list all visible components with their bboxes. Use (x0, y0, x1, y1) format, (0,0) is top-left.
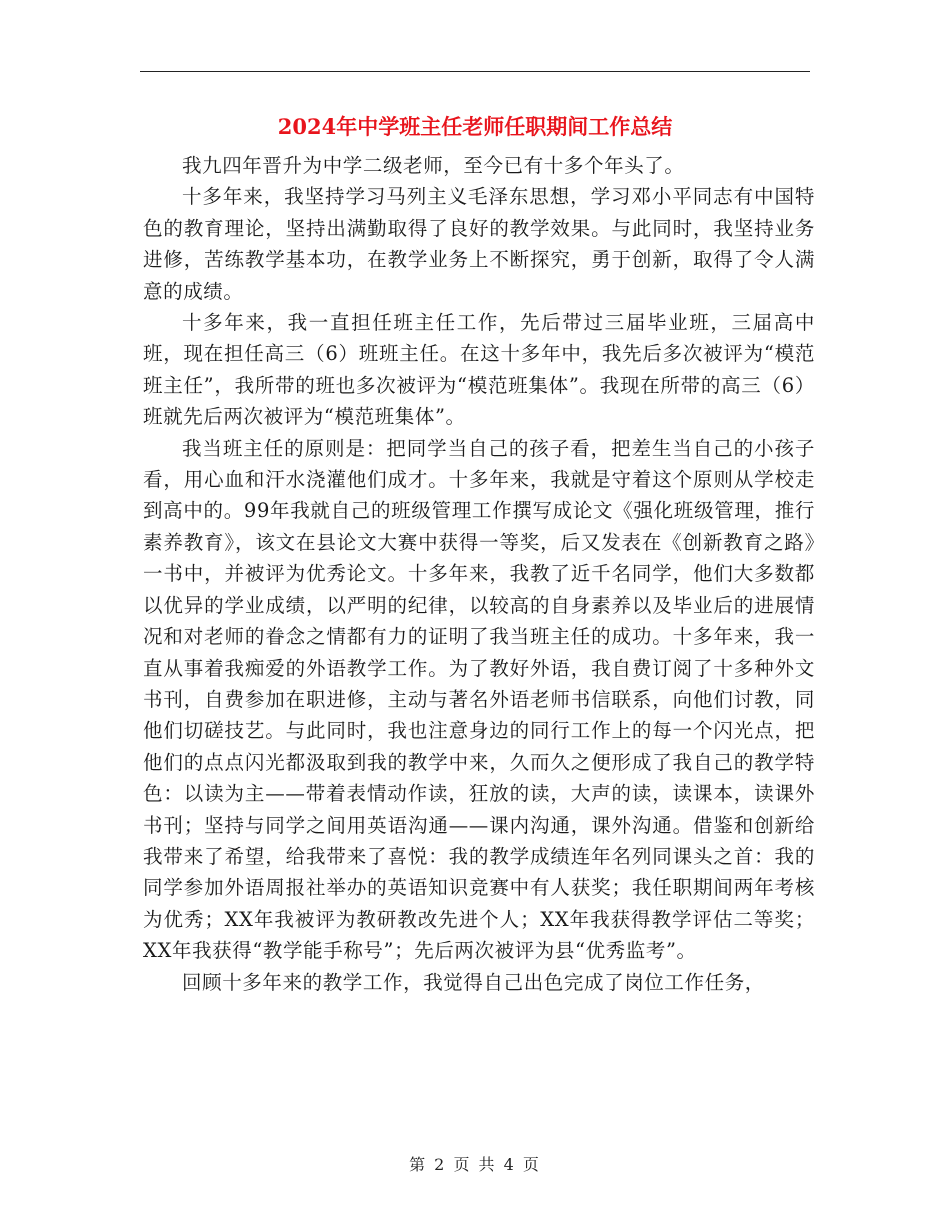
paragraph-2: 十多年来，我坚持学习马列主义毛泽东思想，学习邓小平同志有中国特色的教育理论，坚持出满勤取得了良好的教学效果。与此同时，我坚持业务进修，苦练教学基本功，在教学业务上不断探究，勇于创新，取得了令人满意的成绩。 (143, 185, 815, 303)
page-number-footer: 第 2 页 共 4 页 (409, 1155, 541, 1174)
paragraph-5: 回顾十多年来的教学工作，我觉得自己出色完成了岗位工作任务， (182, 970, 765, 994)
document-title: 2024年中学班主任老师任职期间工作总结 (277, 114, 673, 139)
document-body (143, 150, 815, 998)
paragraph-1: 我九四年晋升为中学二级老师，至今已有十多个年头了。 (182, 154, 685, 177)
paragraph-4: 我当班主任的原则是：把同学当自己的孩子看，把差生当自己的小孩子看，用心血和汗水浇灌他们成才。十多年来，我就是守着这个原则从学校走到高中的。99年我就自己的班级管理工作撰写成论文《强化班级管理，推行素养教育》，该文在县论文大赛中获得一等奖，后又发表在《创新教育之路》一书中，并被评为优秀论文。十多年来，我教了近千名同学，他们大多数都以优异的学业成绩，以严明的纪律，以较高的自身素养以及毕业后的进展情况和对老师的眷念之情都有力的证明了我当班主任的成功。十多年来，我一直从事着我痴爱的外语教学工作。为了教好外语，我自费订阅了十多种外文书刊，自费参加在职进修，主动与著名外语老师书信联系，向他们讨教，同他们切磋技艺。与此同时，我也注意身边的同行工作上的每一个闪光点，把他们的点点闪光都汲取到我的教学中来，久而久之便形成了我自己的教学特色：以读为主——带着表情动作读，狂放的读，大声的读，读课本，读课外书刊；坚持与同学之间用英语沟通——课内沟通，课外沟通。借鉴和创新给我带来了希望，给我带来了喜悦：我的教学成绩连年名列同课头之首：我的同学参加外语周报社举办的英语知识竞赛中有人获奖；我任职期间两年考核为优秀；XX年我被评为教研教改先进个人；XX年我获得教学评估二等奖；XX年我获得“教学能手称号”；先后两次被评为县“优秀监考”。 (143, 436, 815, 963)
paragraph-3: 十多年来，我一直担任班主任工作，先后带过三届毕业班，三届高中班，现在担任高三（6）班班主任。在这十多年中，我先后多次被评为“模范班主任”，我所带的班也多次被评为“模范班集体”。我现在所带的高三（6）班就先后两次被评为“模范班集体”。 (143, 311, 815, 429)
header-rule (140, 71, 810, 72)
